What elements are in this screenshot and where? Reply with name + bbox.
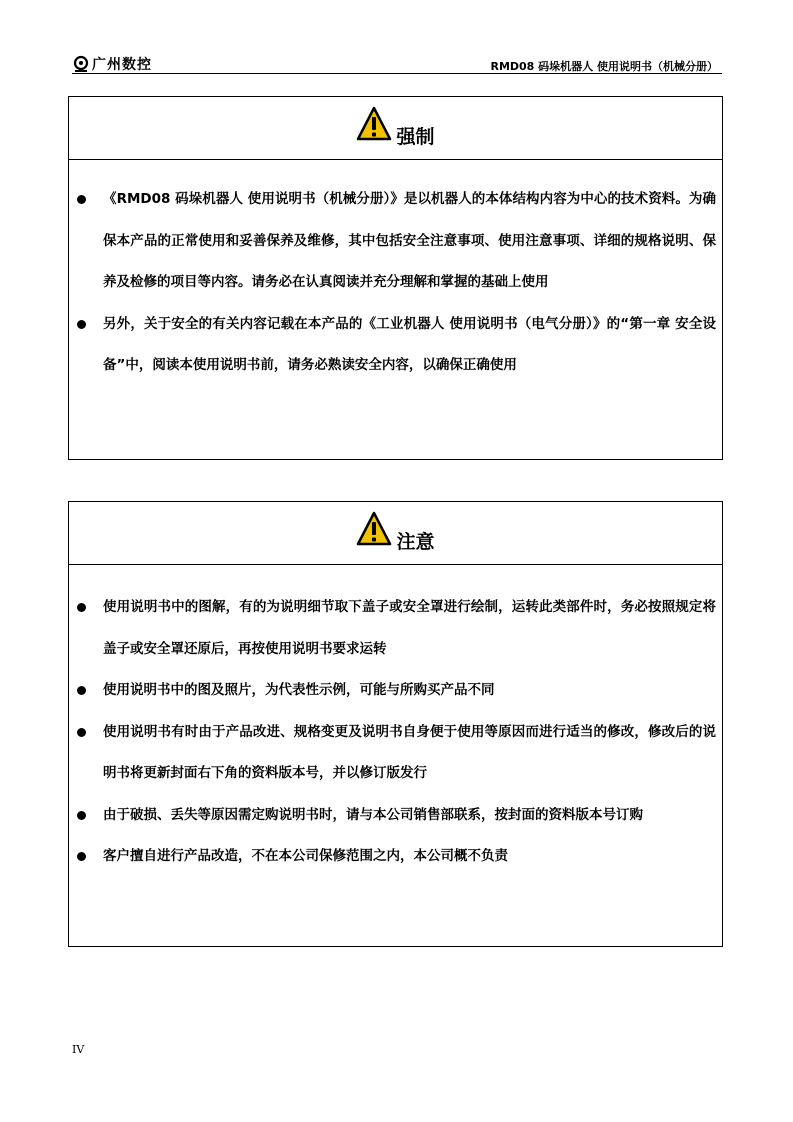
header-rule: [72, 73, 722, 74]
list-item: 《RMD08 码垛机器人 使用说明书（机械分册）》是以机器人的本体结构内容为中心的技术资料。为确保本产品的正常使用和妥善保养及维修，其中包括安全注意事项、使用注意事项、详细的规格说明、保养及检修的项目等内容。请务必在认真阅读并充分理解和掌握的基础上使用: [69, 179, 722, 304]
list-item: 使用说明书中的图及照片，为代表性示例，可能与所购买产品不同: [69, 670, 722, 712]
mandatory-box: [68, 96, 723, 460]
logo-text: 广州数控: [92, 57, 152, 73]
page-header: [72, 52, 722, 76]
caution-title-text: 注意: [396, 530, 435, 553]
bullet-icon: [77, 852, 86, 861]
gsk-logo-icon: [72, 55, 90, 73]
caution-list: [69, 565, 722, 878]
bullet-icon: [77, 320, 86, 329]
mandatory-title: [69, 97, 722, 159]
list-item: 由于破损、丢失等原因需定购说明书时，请与本公司销售部联系，按封面的资料版本号订购: [69, 795, 722, 837]
list-item: 另外，关于安全的有关内容记载在本产品的《工业机器人 使用说明书（电气分册）》的“第一章 安全设备”中，阅读本使用说明书前，请务必熟读安全内容，以确保正确使用: [69, 304, 722, 387]
caution-box-header: [69, 502, 722, 565]
bullet-icon: [77, 811, 86, 820]
list-item: 使用说明书有时由于产品改进、规格变更及说明书自身便于使用等原因而进行适当的修改，修改后的说明书将更新封面右下角的资料版本号，并以修订版发行: [69, 712, 722, 795]
bullet-icon: [77, 728, 86, 737]
list-item: 客户擅自进行产品改造，不在本公司保修范围之内，本公司概不负责: [69, 836, 722, 878]
warning-triangle-icon: [356, 106, 392, 142]
mandatory-title-text: 强制: [396, 125, 435, 148]
page-number: IV: [72, 1043, 85, 1056]
bullet-icon: [77, 195, 86, 204]
bullet-icon: [77, 686, 86, 695]
company-logo: [72, 54, 152, 74]
bullet-icon: [77, 603, 86, 612]
mandatory-box-header: [69, 97, 722, 160]
warning-triangle-icon: [356, 511, 392, 547]
mandatory-list: [69, 160, 722, 387]
header-title: RMD08 码垛机器人 使用说明书（机械分册）: [490, 60, 718, 73]
caution-title: [69, 502, 722, 564]
caution-box: [68, 501, 723, 947]
list-item: 使用说明书中的图解，有的为说明细节取下盖子或安全罩进行绘制，运转此类部件时，务必按照规定将盖子或安全罩还原后，再按使用说明书要求运转: [69, 587, 722, 670]
